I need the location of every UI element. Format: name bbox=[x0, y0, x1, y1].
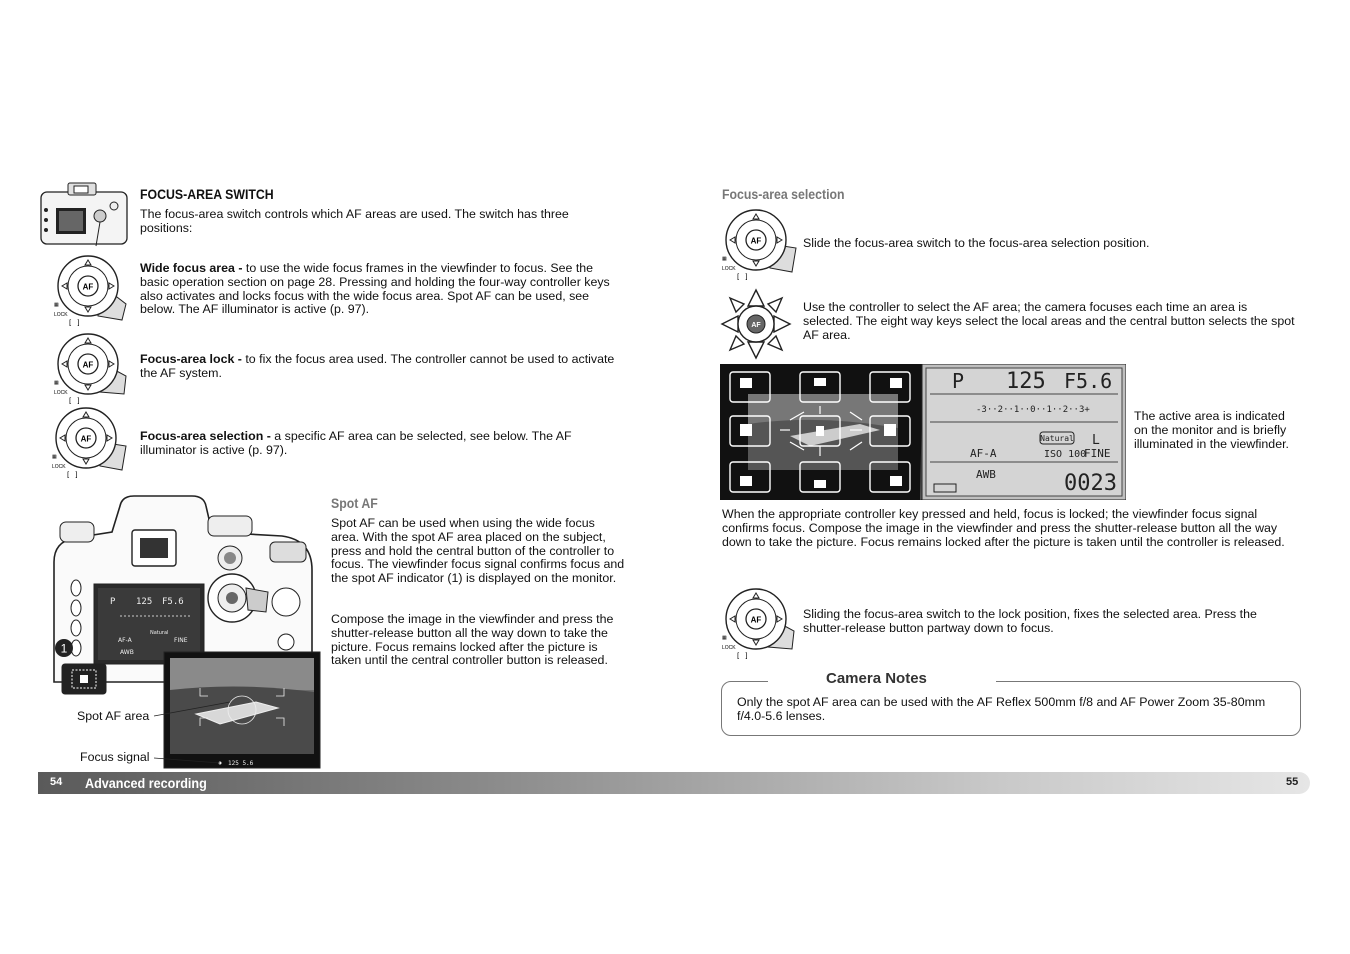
small-lcd-wb: AWB bbox=[120, 649, 134, 656]
lcd-size: L bbox=[1092, 433, 1100, 448]
focus-switch-intro: The focus-area switch controls which AF areas are used. The switch has three positions: bbox=[140, 207, 569, 235]
af-area-grid-illustration bbox=[720, 364, 1126, 500]
small-lcd-aperture: F5.6 bbox=[162, 597, 184, 607]
page-footer-banner bbox=[38, 772, 1310, 794]
svg-text:▦: ▦ bbox=[54, 302, 59, 308]
spot-af-heading: Spot AF bbox=[331, 495, 378, 511]
lcd-wb: AWB bbox=[976, 468, 996, 481]
svg-text:[ ]: [ ] bbox=[736, 652, 749, 659]
small-lcd-af: AF-A bbox=[118, 637, 132, 644]
svg-text:LOCK: LOCK bbox=[722, 266, 736, 272]
svg-text:AF: AF bbox=[750, 236, 762, 246]
focus-switch-lock-icon bbox=[50, 332, 130, 404]
svg-text:LOCK: LOCK bbox=[722, 645, 736, 651]
focus-lock-item bbox=[140, 353, 615, 381]
focus-selection-item bbox=[140, 430, 615, 458]
lcd-af-mode: AF-A bbox=[970, 447, 997, 460]
focus-switch-select-icon bbox=[48, 406, 130, 478]
camera-notes-text: Only the spot AF area can be used with the AF Reflex 500mm f/8 and AF Power Zoom 35-80mm f/4.0-5.6 lenses. bbox=[737, 695, 1266, 723]
lcd-mode: P bbox=[952, 369, 965, 393]
footer-section-title: Advanced recording bbox=[85, 775, 207, 791]
step3-text: Sliding the focus-area switch to the lock position, fixes the selected area. Press the shutter-release button partway down to focus. bbox=[803, 607, 1257, 635]
lcd-count: 0023 bbox=[1064, 471, 1117, 496]
lcd-style: Natural bbox=[1040, 434, 1074, 443]
small-lcd-mode: P bbox=[110, 597, 116, 607]
spot-af-para1: Spot AF can be used when using the wide focus area. With the spot AF area placed on the subject, press and hold the central button of the controller to focus. The viewfinder focus signal confirms focus and the spot AF indicator (1) is displayed on the monitor. bbox=[331, 516, 625, 586]
active-area-note: The active area is indicated on the monitor and is briefly illuminated in the viewfinder. bbox=[1134, 409, 1289, 451]
lcd-scale: -3··2··1··0··1··2··3+ bbox=[976, 405, 1090, 415]
svg-text:AF: AF bbox=[750, 615, 762, 625]
svg-text:AF: AF bbox=[751, 322, 761, 329]
small-lcd-style: Natural bbox=[150, 630, 169, 636]
svg-text:LOCK: LOCK bbox=[52, 464, 66, 470]
callout-number: 1 bbox=[60, 641, 68, 656]
step2-text: Use the controller to select the AF area; the camera focuses each time an area is selected. The eight way keys select the local areas and the central button selects the spot AF area. bbox=[803, 300, 1295, 342]
focus-area-selection-heading: Focus-area selection bbox=[722, 186, 845, 202]
lcd-shutter: 125 bbox=[1006, 369, 1046, 394]
focus-lock-paragraph: When the appropriate controller key pressed and held, focus is locked; the viewfinder focus signal confirms focus. Compose the image in the viewfinder and press the shutter-release button all the way down to take the picture. Focus remains locked after the picture is taken until the controller is released. bbox=[722, 507, 1285, 549]
focus-lock-desc: to fix the focus area used. The controller cannot be used to activate the AF system. bbox=[140, 352, 615, 380]
lock-label: LOCK bbox=[54, 312, 68, 318]
svg-text:AF: AF bbox=[82, 282, 94, 292]
focus-selection-desc: a specific AF area can be selected, see below. The AF illuminator is active (p. 97). bbox=[140, 429, 572, 457]
wide-focus-area-item bbox=[140, 262, 625, 317]
lcd-iso: ISO 100 bbox=[1044, 449, 1087, 460]
step1-text: Slide the focus-area switch to the focus-area selection position. bbox=[803, 236, 1150, 250]
svg-text:AF: AF bbox=[80, 434, 92, 444]
focus-switch-select-icon-right bbox=[718, 208, 800, 280]
lcd-aperture: F5.6 bbox=[1064, 369, 1113, 393]
svg-text:[ ]: [ ] bbox=[68, 397, 81, 404]
lcd-quality: FINE bbox=[1084, 447, 1111, 460]
camera-back-icon bbox=[38, 180, 130, 248]
small-lcd-quality: FINE bbox=[174, 637, 188, 644]
camera-notes-title: Camera Notes bbox=[826, 670, 927, 687]
svg-text:AF: AF bbox=[82, 360, 94, 370]
vf-readout: 125 5.6 bbox=[228, 760, 254, 767]
wide-focus-desc: to use the wide focus frames in the viewfinder to focus. See the basic operation section on page 28. Pressing and holding the four-way controller keys also activates and locks focus with the wide focus area. Spot AF can be used, see below. The AF illuminator is active (p. 97). bbox=[140, 261, 610, 317]
svg-text:▦: ▦ bbox=[722, 635, 727, 641]
footer-page-left: 54 bbox=[50, 776, 63, 788]
svg-text:▦: ▦ bbox=[722, 256, 727, 262]
svg-text:LOCK: LOCK bbox=[54, 390, 68, 396]
spot-af-para2: Compose the image in the viewfinder and press the shutter-release button all the way down to take the picture. Focus remains locked after the picture is taken until the central controller button is released. bbox=[331, 612, 614, 668]
svg-text:[ ]: [ ] bbox=[66, 471, 79, 478]
camera-back-illustration bbox=[50, 492, 322, 770]
wide-focus-term: Wide focus area - bbox=[140, 261, 243, 275]
focus-selection-term: Focus-area selection - bbox=[140, 429, 271, 443]
svg-text:[ ]: [ ] bbox=[736, 273, 749, 280]
small-lcd-shutter: 125 bbox=[136, 597, 153, 607]
svg-text:▦: ▦ bbox=[52, 454, 57, 460]
callout-spot-af-area: Spot AF area bbox=[77, 709, 150, 723]
callout-focus-signal: Focus signal bbox=[80, 750, 150, 764]
focus-lock-term: Focus-area lock - bbox=[140, 352, 242, 366]
focus-area-switch-heading: FOCUS-AREA SWITCH bbox=[140, 186, 274, 202]
svg-text:▦: ▦ bbox=[54, 380, 59, 386]
footer-page-right: 55 bbox=[1286, 776, 1299, 788]
focus-switch-lock-icon-right bbox=[718, 587, 800, 659]
svg-text:[ ]: [ ] bbox=[68, 319, 81, 326]
focus-switch-wide-icon bbox=[50, 254, 130, 326]
eight-way-controller-icon bbox=[720, 288, 792, 360]
